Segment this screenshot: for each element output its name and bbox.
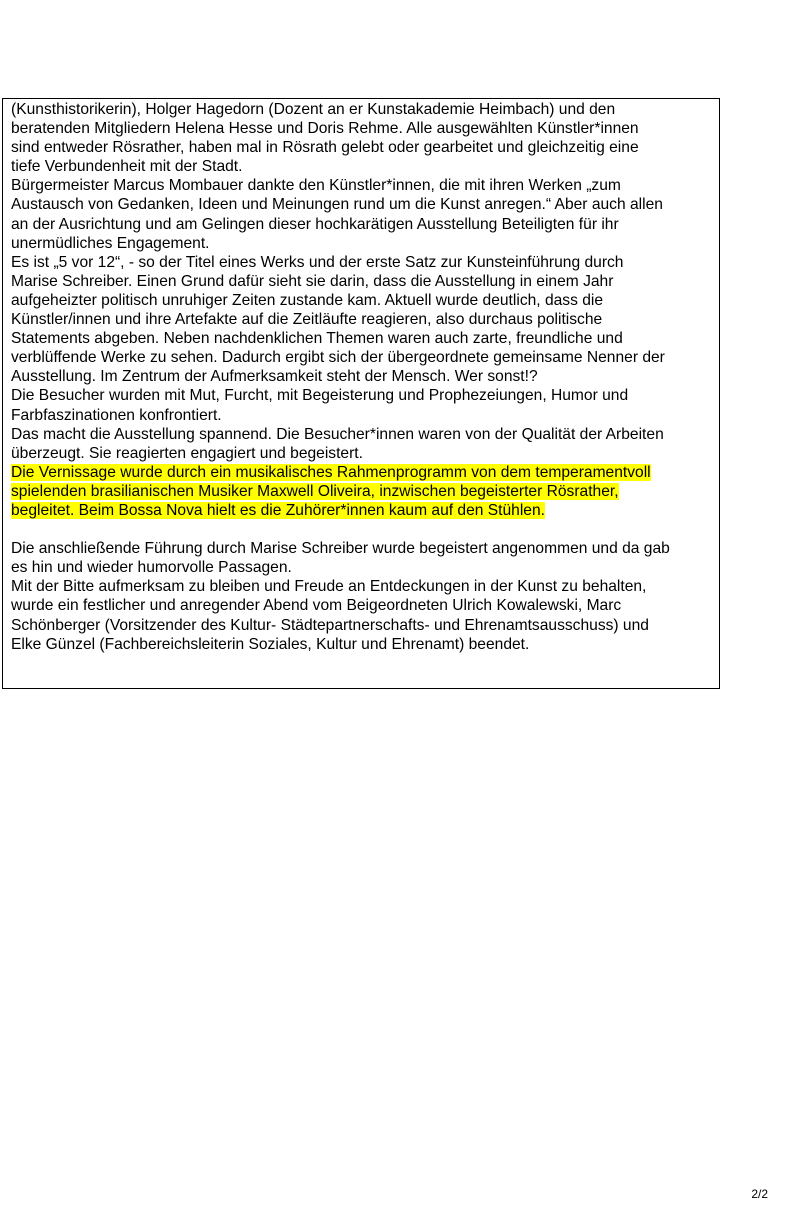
text-line: Farbfaszinationen konfrontiert. — [11, 406, 222, 424]
highlighted-line — [11, 463, 711, 482]
text-line: wurde ein festlicher und anregender Abend vom Beigeordneten Ulrich Kowalewski, Marc — [11, 597, 622, 615]
text-line: Die anschließende Führung durch Marise Schreiber wurde begeistert angenommen und da gab — [11, 540, 670, 558]
text-line: sind entweder Rösrather, haben mal in Rösrath gelebt oder gearbeitet und gleichzeitig eine — [11, 139, 639, 157]
page-number: 2/2 — [751, 1187, 768, 1201]
text-line: Elke Günzel (Fachbereichsleiterin Soziales, Kultur und Ehrenamt) beendet. — [11, 635, 530, 653]
text-line: Die Besucher wurden mit Mut, Furcht, mit Begeisterung und Prophezeiungen, Humor und — [11, 387, 629, 405]
text-line: tiefe Verbundenheit mit der Stadt. — [11, 158, 243, 176]
text-line: Das macht die Ausstellung spannend. Die Besucher*innen waren von der Qualität der Arbeiten — [11, 425, 664, 443]
text-line: aufgeheizter politisch unruhiger Zeiten zustande kam. Aktuell wurde deutlich, dass die — [11, 291, 604, 309]
text-line: überzeugt. Sie reagierten engagiert und begeistert. — [11, 444, 363, 462]
text-line: (Kunsthistorikerin), Holger Hagedorn (Dozent an er Kunstakademie Heimbach) und den — [11, 101, 616, 118]
text-line: Bürgermeister Marcus Mombauer dankte den Künstler*innen, die mit ihren Werken „zum — [11, 177, 621, 195]
text-line: Austausch von Gedanken, Ideen und Meinungen rund um die Kunst anregen.“ Aber auch allen — [11, 196, 663, 214]
text-line: Statements abgeben. Neben nachdenklichen Themen waren auch zarte, freundliche und — [11, 330, 623, 348]
text-highlight: Die Vernissage wurde durch ein musikalisches Rahmenprogramm von dem temperamentvoll — [11, 463, 651, 481]
text-line: an der Ausrichtung und am Gelingen dieser hochkarätigen Ausstellung Beteiligten für ihr — [11, 215, 619, 233]
text-highlight: spielenden brasilianischen Musiker Maxwell Oliveira, inzwischen begeisterter Rösrather, — [11, 482, 619, 500]
text-line: Es ist „5 vor 12“, - so der Titel eines Werks und der erste Satz zur Kunsteinführung durch — [11, 253, 624, 271]
text-line: Künstler/innen und ihre Artefakte auf die Zeitläufte reagieren, also durchaus politische — [11, 311, 603, 329]
blank-line — [11, 520, 711, 539]
highlighted-line — [11, 482, 711, 501]
highlighted-line — [11, 501, 711, 520]
text-line: Ausstellung. Im Zentrum der Aufmerksamkeit steht der Mensch. Wer sonst!? — [11, 368, 538, 386]
text-line: Mit der Bitte aufmerksam zu bleiben und Freude an Entdeckungen in der Kunst zu behalten, — [11, 578, 647, 596]
text-line: beratenden Mitgliedern Helena Hesse und Doris Rehme. Alle ausgewählten Künstler*innen — [11, 120, 639, 138]
text-line: Schönberger (Vorsitzender des Kultur- Städtepartnerschafts- und Ehrenamtsausschuss) und — [11, 616, 649, 634]
text-line: es hin und wieder humorvolle Passagen. — [11, 559, 292, 577]
text-line: verblüffende Werke zu sehen. Dadurch ergibt sich der übergeordnete gemeinsame Nenner der — [11, 349, 665, 367]
text-highlight: begleitet. Beim Bossa Nova hielt es die Zuhörer*innen kaum auf den Stühlen. — [11, 501, 545, 519]
text-line: Marise Schreiber. Einen Grund dafür sieht sie darin, dass die Ausstellung in einem Jahr — [11, 272, 614, 290]
article-text-box — [2, 98, 720, 689]
text-line: unermüdliches Engagement. — [11, 234, 210, 252]
